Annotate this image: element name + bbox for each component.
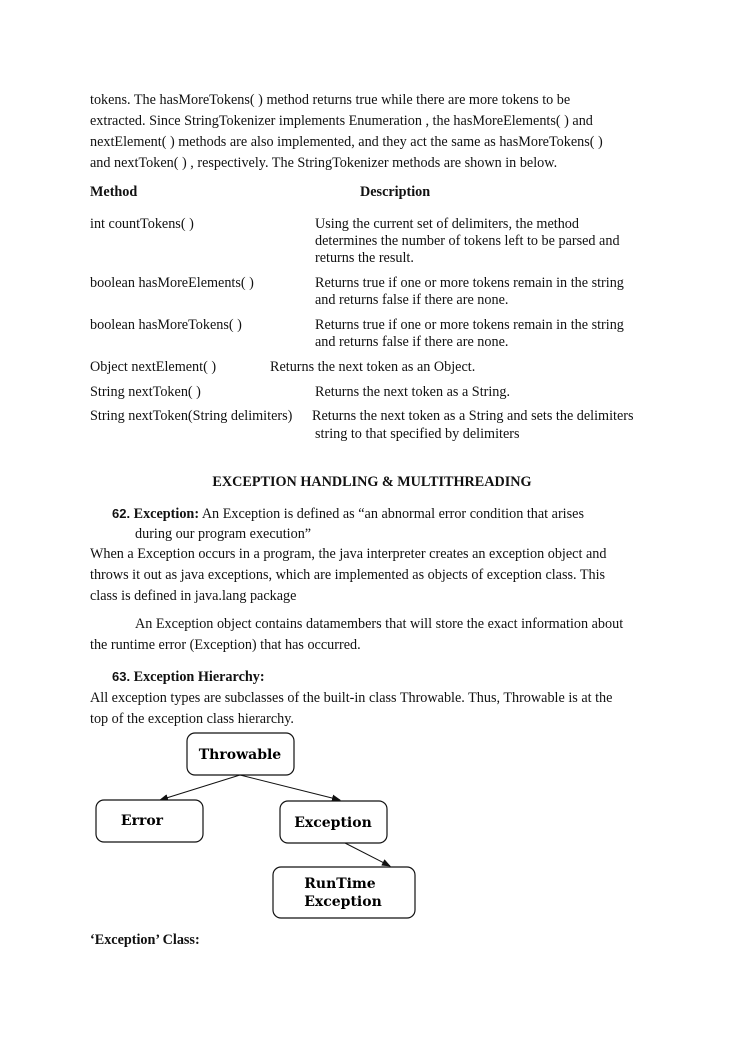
item-63-title: Exception Hierarchy: [133, 669, 265, 685]
method-next-token: String nextToken( ) [90, 384, 201, 400]
node-runtime-label-2: Exception [304, 894, 382, 910]
node-throwable-label: Throwable [198, 747, 282, 763]
node-runtime-label-1: RunTime [304, 876, 376, 892]
item-63-number: 63. [112, 669, 131, 684]
item-62-title: Exception: [133, 506, 200, 522]
method-next-element: Object nextElement( ) [90, 359, 217, 375]
arrow-throwable-exception [240, 775, 340, 800]
exception-para-line-3: class is defined in java.lang package [90, 588, 297, 604]
desc-next-token-1: Returns the next token as a String. [315, 384, 511, 400]
method-next-token-delimiters: String nextToken(String delimiters) [90, 408, 293, 424]
intro-line-2: extracted. Since StringTokenizer implements Enumeration , the hasMoreElements( ) and [90, 113, 593, 129]
desc-next-token-delimiters-2: string to that specified by delimiters [315, 426, 520, 442]
exception-para-line-2: throws it out as java exceptions, which are implemented as objects of exception class. This [90, 567, 606, 583]
intro-line-4: and nextToken( ) , respectively. The StringTokenizer methods are shown in below. [90, 155, 558, 171]
method-has-more-tokens: boolean hasMoreTokens( ) [90, 317, 242, 333]
table-header-description: Description [360, 184, 431, 200]
hierarchy-para-line-2: top of the exception class hierarchy. [90, 711, 294, 727]
desc-count-tokens-2: determines the number of tokens left to be parsed and [315, 233, 620, 249]
table-header-method: Method [90, 184, 138, 200]
section-heading: EXCEPTION HANDLING & MULTITHREADING [212, 474, 532, 490]
object-para-line-2: the runtime error (Exception) that has occurred. [90, 637, 361, 653]
node-exception-label: Exception [294, 815, 372, 831]
arrow-exception-runtime [345, 843, 390, 866]
desc-next-element-1: Returns the next token as an Object. [270, 359, 476, 375]
item-62-text-1: An Exception is defined as “an abnormal error condition that arises [201, 506, 584, 522]
node-runtime-exception [273, 867, 415, 918]
intro-line-1: tokens. The hasMoreTokens( ) method returns true while there are more tokens to be [90, 92, 571, 108]
intro-line-3: nextElement( ) methods are also implemented, and they act the same as hasMoreTokens( ) [90, 134, 603, 150]
exception-class-heading: ‘Exception’ Class: [90, 932, 200, 948]
arrow-throwable-error [160, 775, 240, 800]
exception-para-line-1: When a Exception occurs in a program, the java interpreter creates an exception object and [90, 546, 607, 562]
desc-has-more-elements-1: Returns true if one or more tokens remain in the string [315, 275, 624, 291]
desc-count-tokens-3: returns the result. [315, 250, 414, 266]
item-62-number: 62. [112, 506, 131, 521]
desc-has-more-tokens-1: Returns true if one or more tokens remain in the string [315, 317, 624, 333]
desc-next-token-delimiters-1: Returns the next token as a String and sets the delimiters [312, 408, 634, 424]
hierarchy-para-line-1: All exception types are subclasses of the built-in class Throwable. Thus, Throwable is at the [90, 690, 613, 706]
object-para-line-1: An Exception object contains datamembers that will store the exact information about [135, 616, 624, 632]
desc-count-tokens-1: Using the current set of delimiters, the method [315, 216, 579, 232]
node-error-label: Error [120, 813, 164, 829]
item-62-text-2: during our program execution” [135, 526, 312, 542]
method-count-tokens: int countTokens( ) [90, 216, 194, 232]
desc-has-more-elements-2: and returns false if there are none. [315, 292, 509, 308]
method-has-more-elements: boolean hasMoreElements( ) [90, 275, 254, 291]
desc-has-more-tokens-2: and returns false if there are none. [315, 334, 509, 350]
